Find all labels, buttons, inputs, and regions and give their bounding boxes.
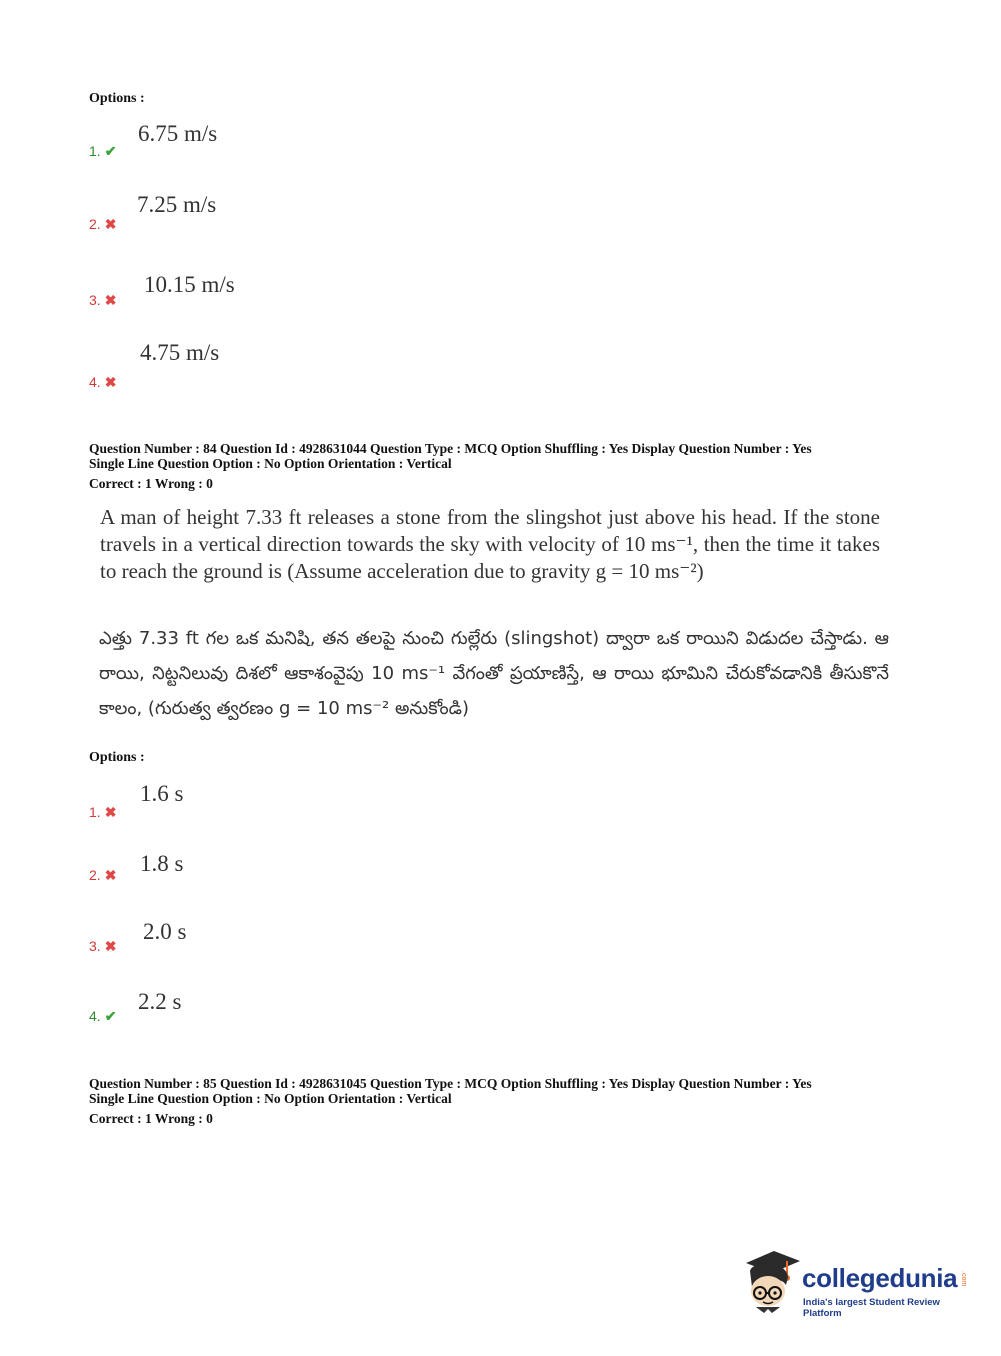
option-row <box>89 216 116 234</box>
question-meta-line2: Single Line Question Option : No Option Orientation : Vertical <box>89 456 452 471</box>
option-row <box>89 374 116 392</box>
wrong-cross-icon: ✖ <box>104 376 117 391</box>
option-number: 2. <box>89 216 101 232</box>
question-meta-line1: Question Number : 84 Question Id : 4928631044 Question Type : MCQ Option Shuffling : Yes Display Question Number : Yes <box>89 441 812 456</box>
option-number: 4. <box>89 1008 101 1024</box>
option-value: 7.25 m/s <box>137 192 217 217</box>
option-number: 3. <box>89 292 101 308</box>
option-number: 1. <box>89 804 101 820</box>
wrong-cross-icon: ✖ <box>104 218 117 233</box>
collegedunia-logo <box>742 1249 972 1319</box>
option-value: 1.8 s <box>140 851 184 876</box>
option-row <box>89 867 116 885</box>
question-meta-line2: Single Line Question Option : No Option Orientation : Vertical <box>89 1091 452 1106</box>
option-value: 10.15 m/s <box>144 272 235 297</box>
option-number: 2. <box>89 867 101 883</box>
option-value: 2.0 s <box>143 919 187 944</box>
option-value: 1.6 s <box>140 781 184 806</box>
option-value: 6.75 m/s <box>138 121 218 146</box>
wrong-cross-icon: ✖ <box>104 869 117 884</box>
option-value: 4.75 m/s <box>140 340 220 365</box>
option-row <box>89 804 116 822</box>
correct-check-icon: ✔ <box>104 1010 117 1025</box>
option-row <box>89 1008 116 1026</box>
option-row <box>89 143 116 161</box>
wrong-cross-icon: ✖ <box>104 294 117 309</box>
option-row <box>89 938 116 956</box>
question-meta-line3: Correct : 1 Wrong : 0 <box>89 476 213 491</box>
logo-tagline: India's largest Student Review Platform <box>803 1297 940 1319</box>
options-label: Options : <box>89 750 145 765</box>
question-text-english: A man of height 7.33 ft releases a stone from the slingshot just above his head. If the stone travels in a vertical direction towards the sky with velocity of 10 ms⁻¹, then the time it takes to reach the ground is (Assume acceleration due to gravity g = 10 ms⁻²) <box>100 505 880 583</box>
logo-suffix: .com <box>960 1271 967 1287</box>
wrong-cross-icon: ✖ <box>104 940 117 955</box>
question-meta-line3: Correct : 1 Wrong : 0 <box>89 1111 213 1126</box>
question-text-telugu: ఎత్తు 7.33 ft గల ఒక మనిషి, తన తలపై నుంచి గుల్లేరు (slingshot) ద్వారా ఒక రాయిని విడుదల చేస్తాడు. ఆ రాయి, నిట్టనిలువు దిశలో ఆకాశంవైపు 10 ms⁻¹ వేగంతో ప్రయాణిస్తే, ఆ రాయి భూమిని చేరుకోవడానికి తీసుకొనే కాలం, (గురుత్వ త్వరణం g = 10 ms⁻² అనుకోండి) <box>99 628 889 719</box>
options-label: Options : <box>89 91 145 106</box>
option-row <box>89 292 116 310</box>
option-number: 4. <box>89 374 101 390</box>
option-number: 1. <box>89 143 101 159</box>
option-number: 3. <box>89 938 101 954</box>
option-value: 2.2 s <box>138 989 182 1014</box>
correct-check-icon: ✔ <box>104 145 117 160</box>
question-meta-line1: Question Number : 85 Question Id : 4928631045 Question Type : MCQ Option Shuffling : Yes Display Question Number : Yes <box>89 1076 812 1091</box>
graduate-mascot-icon <box>742 1249 802 1317</box>
logo-wordmark: collegedunia <box>802 1263 958 1293</box>
wrong-cross-icon: ✖ <box>104 806 117 821</box>
